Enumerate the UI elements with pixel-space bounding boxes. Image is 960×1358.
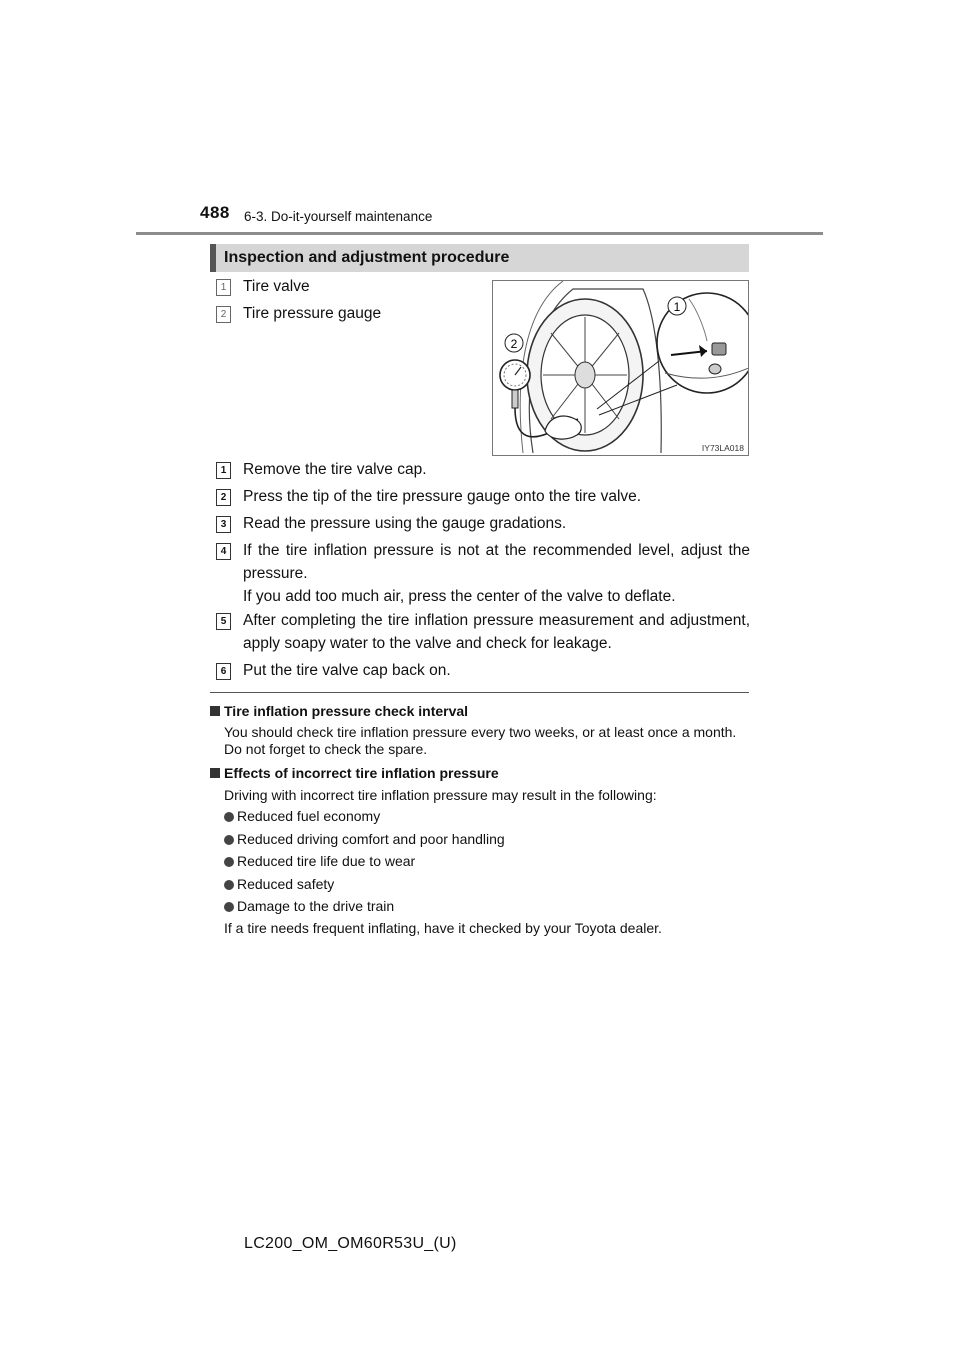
procedure-heading-text: Inspection and adjustment procedure xyxy=(224,249,510,266)
step-4 xyxy=(216,539,750,608)
effect-text: Reduced safety xyxy=(237,876,335,892)
step-text: Read the pressure using the gauge gradations. xyxy=(243,515,567,532)
effect-text: Damage to the drive train xyxy=(237,898,395,914)
section-title: 6-3. Do-it-yourself maintenance xyxy=(244,209,433,224)
tire-gauge-drawing xyxy=(493,281,748,455)
effect-text: Reduced fuel economy xyxy=(237,808,381,824)
procedure-heading xyxy=(210,244,749,272)
step-2 xyxy=(216,485,750,508)
note-heading-interval xyxy=(210,703,468,719)
note-effects-closing: If a tire needs frequent inflating, have it checked by your Toyota dealer. xyxy=(224,920,662,936)
note-effects-intro: Driving with incorrect tire inflation pressure may result in the following: xyxy=(224,787,657,803)
document-code: LC200_OM_OM60R53U_(U) xyxy=(244,1235,457,1252)
step-5 xyxy=(216,609,750,655)
illustration-code: IY73LA018 xyxy=(701,443,744,453)
marker-2: 2 xyxy=(510,337,518,351)
round-bullet-icon xyxy=(224,902,234,912)
step-text: Remove the tire valve cap. xyxy=(243,461,427,478)
round-bullet-icon xyxy=(224,880,234,890)
effect-text: Reduced tire life due to wear xyxy=(237,853,416,869)
round-bullet-icon xyxy=(224,857,234,867)
square-bullet-icon xyxy=(210,706,220,716)
step-number: 3 xyxy=(216,516,231,533)
note-heading-effects xyxy=(210,765,499,781)
step-3 xyxy=(216,512,750,535)
callout-label: Tire valve xyxy=(243,278,310,295)
step-number: 2 xyxy=(216,489,231,506)
note-body-interval: You should check tire inflation pressure every two weeks, or at least once a month. Do not forget to check the spare. xyxy=(224,724,737,757)
round-bullet-icon xyxy=(224,812,234,822)
step-text: Put the tire valve cap back on. xyxy=(243,662,451,679)
effect-item xyxy=(224,853,415,869)
step-text: If the tire inflation pressure is not at the recommended level, adjust the pressure. xyxy=(243,542,750,582)
tire-pressure-illustration xyxy=(492,280,749,456)
callout-number: 1 xyxy=(216,279,231,296)
step-1 xyxy=(216,458,750,481)
square-bullet-icon xyxy=(210,768,220,778)
callout-label: Tire pressure gauge xyxy=(243,305,382,322)
header-rule xyxy=(136,232,823,235)
step-number: 6 xyxy=(216,663,231,680)
effect-item xyxy=(224,831,505,847)
step-6 xyxy=(216,659,750,682)
section-divider xyxy=(210,692,749,693)
step-number: 1 xyxy=(216,462,231,479)
round-bullet-icon xyxy=(224,835,234,845)
step-number: 4 xyxy=(216,543,231,560)
page-number: 488 xyxy=(200,203,230,222)
effect-text: Reduced driving comfort and poor handling xyxy=(237,831,505,847)
effect-item xyxy=(224,876,334,892)
note-heading-text: Tire inflation pressure check interval xyxy=(224,703,469,719)
step-text: Press the tip of the tire pressure gauge onto the tire valve. xyxy=(243,488,642,505)
effect-item xyxy=(224,808,380,824)
effect-item xyxy=(224,898,394,914)
callout-number: 2 xyxy=(216,306,231,323)
marker-1: 1 xyxy=(673,300,681,314)
note-heading-text: Effects of incorrect tire inflation pressure xyxy=(224,765,499,781)
step-extra-text: If you add too much air, press the center of the valve to deflate. xyxy=(243,588,676,605)
step-text: After completing the tire inflation pressure measurement and adjustment, apply soapy water to the valve and check for leakage. xyxy=(243,612,750,652)
step-number: 5 xyxy=(216,613,231,630)
